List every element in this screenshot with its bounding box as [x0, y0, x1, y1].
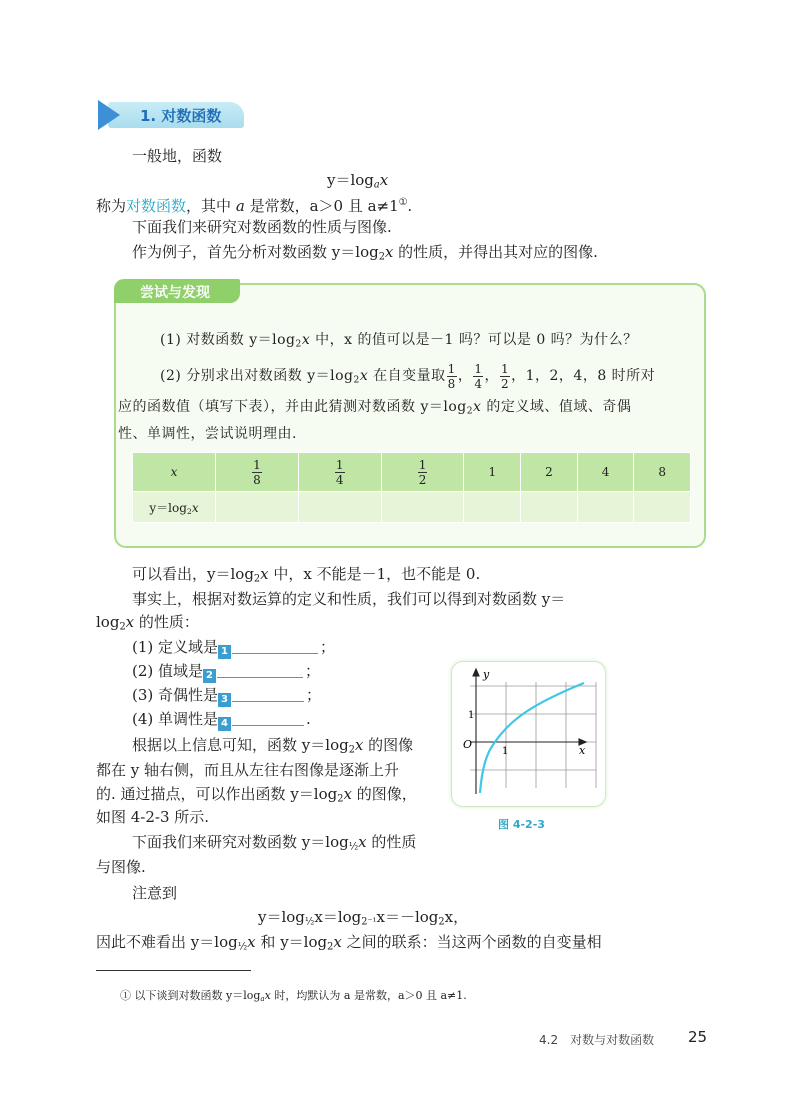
blank-input-1[interactable]	[232, 639, 318, 654]
body-p5: 注意到	[132, 884, 178, 902]
footnote-ref[interactable]: ①	[398, 197, 408, 208]
line4-var: x	[384, 243, 394, 261]
formula-var: x	[379, 171, 389, 189]
body-p4-line2: 与图像.	[96, 858, 146, 876]
table-input-cell[interactable]	[634, 492, 691, 523]
q2l2-var: x	[473, 399, 482, 415]
body-p2-line2: $\log_2x$ 的性质：	[96, 613, 199, 633]
section-arrow-icon	[98, 100, 120, 130]
table-input-cell[interactable]	[381, 492, 464, 523]
q2l2-func: y＝log	[420, 399, 467, 415]
blank-input-3[interactable]	[232, 687, 304, 702]
line4-post: 的性质，并得出其对应的图像.	[398, 243, 598, 261]
intro-definition	[96, 192, 412, 217]
def-term: 对数函数	[126, 196, 187, 215]
property-range: (2) 值域是 2 ；	[132, 662, 321, 681]
line4-pre: 作为例子，首先分析对数函数	[132, 243, 328, 261]
table-input-cell[interactable]	[298, 492, 381, 523]
body-p1: 可以看出，$y=\log_2x$ 中，x 不能是－1，也不能是 0.	[132, 565, 481, 585]
formula-base: a	[373, 179, 380, 191]
footnote-rule	[96, 970, 251, 971]
log2-curve	[480, 683, 584, 793]
table-cell: $\frac{1}{2}$	[381, 453, 464, 492]
q2-frac-1-8: $\frac{1}{8}$	[447, 361, 456, 391]
figure-caption: 图 4-2-3	[498, 818, 545, 831]
try-question-2: (2) 分别求出对数函数 $y=\log_2x$ 在自变量取 $\frac{1}{8}$ ， $\frac{1}{4}$ ， $\frac{1}{2}$ ，1，2，4，8 时所对	[160, 361, 656, 391]
log2-graph	[452, 662, 605, 806]
body-equation: $y=\log_{\frac{1}{2}}x=\log_{2^{-1}}x=-\log_2x$，	[258, 908, 469, 928]
graph-grid	[470, 682, 596, 788]
q1-var: x	[301, 332, 311, 348]
table-row-x	[133, 453, 691, 492]
q1-func: y＝log	[249, 332, 296, 348]
body-p3-line1: 根据以上信息可知，函数 $y=\log_2x$ 的图像	[132, 736, 414, 756]
property-parity: (3) 奇偶性是 3 ；	[132, 686, 322, 705]
def-post2: 是常数，	[249, 196, 310, 215]
try-discover-title: 尝试与发现	[140, 285, 210, 301]
q2-pre: (2) 分别求出对数函数	[160, 368, 303, 384]
table-cell: 2	[521, 453, 578, 492]
body-p4-line1: 下面我们来研究对数函数 $y=\log_{\frac{1}{2}}x$ 的性质	[132, 833, 417, 853]
graph-tick-y-1: 1	[468, 710, 475, 721]
q1-pre: (1) 对数函数	[160, 332, 245, 348]
table-head-y: $y=\log_2x$	[133, 492, 216, 523]
graph-axes	[470, 669, 586, 794]
q2-base: 2	[353, 375, 360, 386]
table-input-cell[interactable]	[464, 492, 521, 523]
q2l2-base: 2	[466, 406, 474, 417]
graph-tick-x-1: 1	[502, 746, 509, 757]
blank-number-1: 1	[218, 645, 231, 659]
body-p3-line4: 如图 4-2-3 所示.	[96, 808, 210, 826]
q1-base: 2	[295, 339, 302, 350]
q1-post: 中，x 的值可以是－1 吗？可以是 0 吗？为什么？	[315, 332, 638, 348]
value-table	[132, 452, 691, 523]
def-post1: ，其中	[186, 196, 232, 215]
graph-card	[451, 661, 606, 807]
body-p2-line1: 事实上，根据对数运算的定义和性质，我们可以得到对数函数 y＝	[132, 590, 566, 608]
table-cell: $\frac{1}{8}$	[216, 453, 299, 492]
table-head-x: x	[133, 453, 216, 492]
def-cond: a＞0 且 a≠1	[309, 196, 399, 215]
blank-number-2: 2	[203, 669, 216, 683]
section-heading	[98, 100, 248, 130]
q2l2-pre: 应的函数值（填写下表），并由此猜测对数函数	[118, 399, 416, 415]
try-question-1	[160, 330, 638, 354]
body-p3-line3: 的. 通过描点，可以作出函数 $y=\log_2x$ 的图像，	[96, 785, 417, 805]
table-input-cell[interactable]	[521, 492, 578, 523]
footnote: ① 以下谈到对数函数 $y=\log_ax$ 时，均默认为 a 是常数，a＞0 且 a≠1.	[120, 989, 467, 1003]
intro-line3: 下面我们来研究对数函数的性质与图像.	[132, 218, 392, 236]
q2-frac-1-2: $\frac{1}{2}$	[500, 361, 510, 391]
def-a: a	[235, 196, 245, 215]
table-cell: 4	[577, 453, 634, 492]
q2-func: y＝log	[307, 368, 354, 384]
body-p6: 因此不难看出 $y=\log_{\frac{1}{2}}x$ 和 $y=\log_2x$ 之间的联系：当这两个函数的自变量相	[96, 933, 602, 953]
def-end: .	[407, 196, 413, 215]
line4-base: 2	[378, 251, 385, 263]
line4-func: y＝log	[331, 243, 379, 261]
body-p3-line2: 都在 y 轴右侧，而且从左往右图像是逐渐上升	[96, 761, 400, 779]
blank-number-4: 4	[218, 717, 231, 731]
table-row-y	[133, 492, 691, 523]
table-cell: 1	[464, 453, 521, 492]
blank-input-4[interactable]	[232, 711, 304, 726]
footer-section: 4.2 对数与对数函数	[539, 1033, 655, 1047]
try-discover-tab	[114, 279, 240, 303]
q2l2-post: 的定义域、值域、奇偶	[486, 399, 632, 415]
blank-input-2[interactable]	[217, 663, 303, 678]
q2-post: ，1，2，4，8 时所对	[511, 368, 656, 384]
try-question-2-line3: 性、单调性，尝试说明理由.	[118, 426, 297, 442]
intro-line1: 一般地，函数	[132, 147, 223, 165]
property-domain: (1) 定义域是 1 ；	[132, 638, 336, 657]
q2-mid: 在自变量取	[373, 368, 446, 384]
graph-y-label: y	[483, 668, 490, 681]
table-cell: $\frac{1}{4}$	[298, 453, 381, 492]
intro-line4	[132, 241, 598, 268]
try-question-2-line2	[118, 397, 631, 421]
q2-var: x	[359, 368, 369, 384]
table-input-cell[interactable]	[216, 492, 299, 523]
table-input-cell[interactable]	[577, 492, 634, 523]
section-title: 1. 对数函数	[140, 107, 222, 125]
formula-lhs: y＝log	[327, 171, 374, 189]
def-pre: 称为	[96, 196, 127, 215]
blank-number-3: 3	[218, 693, 231, 707]
page-number: 25	[688, 1028, 708, 1046]
footnote-mark: ①	[120, 989, 131, 1002]
q2-frac-1-4: $\frac{1}{4}$	[474, 361, 483, 391]
table-cell: 8	[634, 453, 691, 492]
graph-x-label: x	[579, 744, 586, 757]
graph-origin-label: O	[463, 738, 473, 751]
property-monotonicity: (4) 单调性是 4 .	[132, 710, 311, 729]
